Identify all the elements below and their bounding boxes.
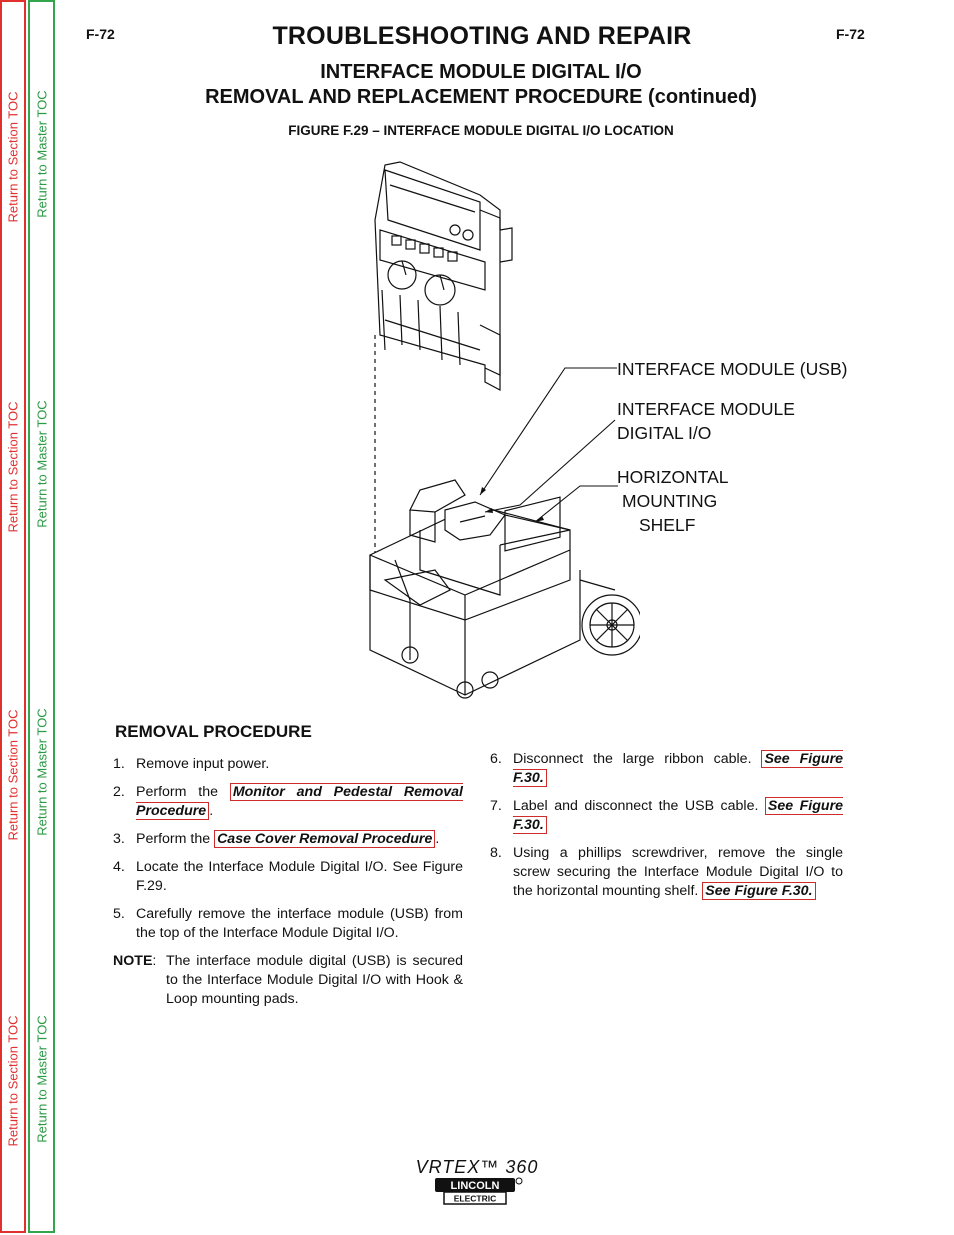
step-1 [113,755,463,774]
step-text [513,797,843,835]
return-to-master-toc-link[interactable]: Return to Master TOC [34,1015,49,1143]
step-text [136,783,463,821]
product-model: VRTEX™ 360 [415,1157,539,1177]
step-text: Carefully remove the interface module (USB) from the top of the Interface Module Digital I/O. [136,906,463,941]
procedure-left-column [113,755,463,1009]
step-6 [490,750,843,788]
step-number: 7. [490,798,502,814]
subtitle-line-2: REMOVAL AND REPLACEMENT PROCEDURE (continued) [205,86,757,108]
page-number-left: F-72 [86,26,115,42]
logo-text-top: LINCOLN [450,1180,500,1192]
step-8 [490,844,843,901]
case-cover-removal-link[interactable]: Case Cover Removal Procedure [214,830,435,848]
step-4 [113,858,463,896]
step-number: 8. [490,845,502,861]
removal-procedure-heading: REMOVAL PROCEDURE [115,722,312,741]
page-title: TROUBLESHOOTING AND REPAIR [272,22,692,50]
monitor-pedestal-removal-link[interactable]: Monitor and Pedestal Removal Procedure [136,784,463,819]
callout-interface-module-digital-io [617,397,817,445]
step-text-end: . [209,803,214,819]
see-figure-f30-link[interactable]: See Figure F.30. [513,751,843,786]
step-text-end: . [435,831,440,847]
step-text [513,750,843,788]
step-number: 3. [113,831,125,847]
step-2 [113,783,463,821]
step-7 [490,797,843,835]
page-subtitle [0,60,954,110]
machine-illustration [340,150,640,710]
return-to-section-toc-link[interactable]: Return to Section TOC [5,91,21,223]
step-number: 2. [113,784,125,800]
step-text-lead: Perform the [136,784,230,800]
step-number: 4. [113,859,125,875]
callout-shelf-line-1: HORIZONTAL [617,467,729,487]
return-to-master-toc-link[interactable]: Return to Master TOC [34,708,49,836]
step-text [513,844,843,901]
return-to-section-toc-link[interactable]: Return to Section TOC [5,401,21,533]
step-text-lead: Disconnect the large ribbon cable. [513,751,762,767]
callout-shelf-line-3: SHELF [639,515,696,535]
note-text: The interface module digital (USB) is secured to the Interface Module Digital I/O with Hook & Loop mounting pads. [166,953,463,1007]
step-number: 5. [113,906,125,922]
step-3 [113,830,463,849]
subtitle-line-1: INTERFACE MODULE DIGITAL I/O [320,61,642,83]
step-number: 1. [113,756,125,772]
callout-interface-module-usb: INTERFACE MODULE (USB) [617,359,848,379]
note-label: NOTE [113,953,153,969]
logo-text-bottom: ELECTRIC [453,1193,497,1204]
callout-shelf-line-2: MOUNTING [622,491,718,511]
step-text-lead: Perform the [136,831,215,847]
see-figure-f30-link[interactable]: See Figure F.30. [513,798,843,833]
step-text-lead: Label and disconnect the USB cable. [513,798,765,814]
lincoln-electric-logo [434,1176,524,1210]
note [113,952,463,1009]
step-text: Remove input power. [136,756,270,772]
callout-horizontal-mounting-shelf [617,465,757,537]
return-to-master-toc-link[interactable]: Return to Master TOC [34,400,49,528]
return-to-master-toc-link[interactable]: Return to Master TOC [34,90,49,218]
procedure-right-column [490,750,843,910]
see-figure-f30-link[interactable]: See Figure F.30. [702,882,815,900]
return-to-section-toc-link[interactable]: Return to Section TOC [5,1015,21,1147]
callout-dio-line-1: INTERFACE MODULE [617,399,795,419]
figure-caption: FIGURE F.29 – INTERFACE MODULE DIGITAL I/O LOCATION [288,123,674,138]
page-number-right: F-72 [836,26,865,42]
section-toc-bar [0,0,26,1233]
step-text [136,830,463,849]
note-label-wrap: NOTE: [113,953,157,969]
master-toc-bar [28,0,55,1233]
step-text-lead: Using a phillips screwdriver, remove the single screw securing the Interface Module Digital I/O to the horizontal mounting shelf. [513,845,843,899]
step-5 [113,905,463,943]
callout-dio-line-2: DIGITAL I/O [617,423,712,443]
return-to-section-toc-link[interactable]: Return to Section TOC [5,709,21,841]
step-number: 6. [490,751,502,767]
step-text: Locate the Interface Module Digital I/O. See Figure F.29. [136,859,463,894]
